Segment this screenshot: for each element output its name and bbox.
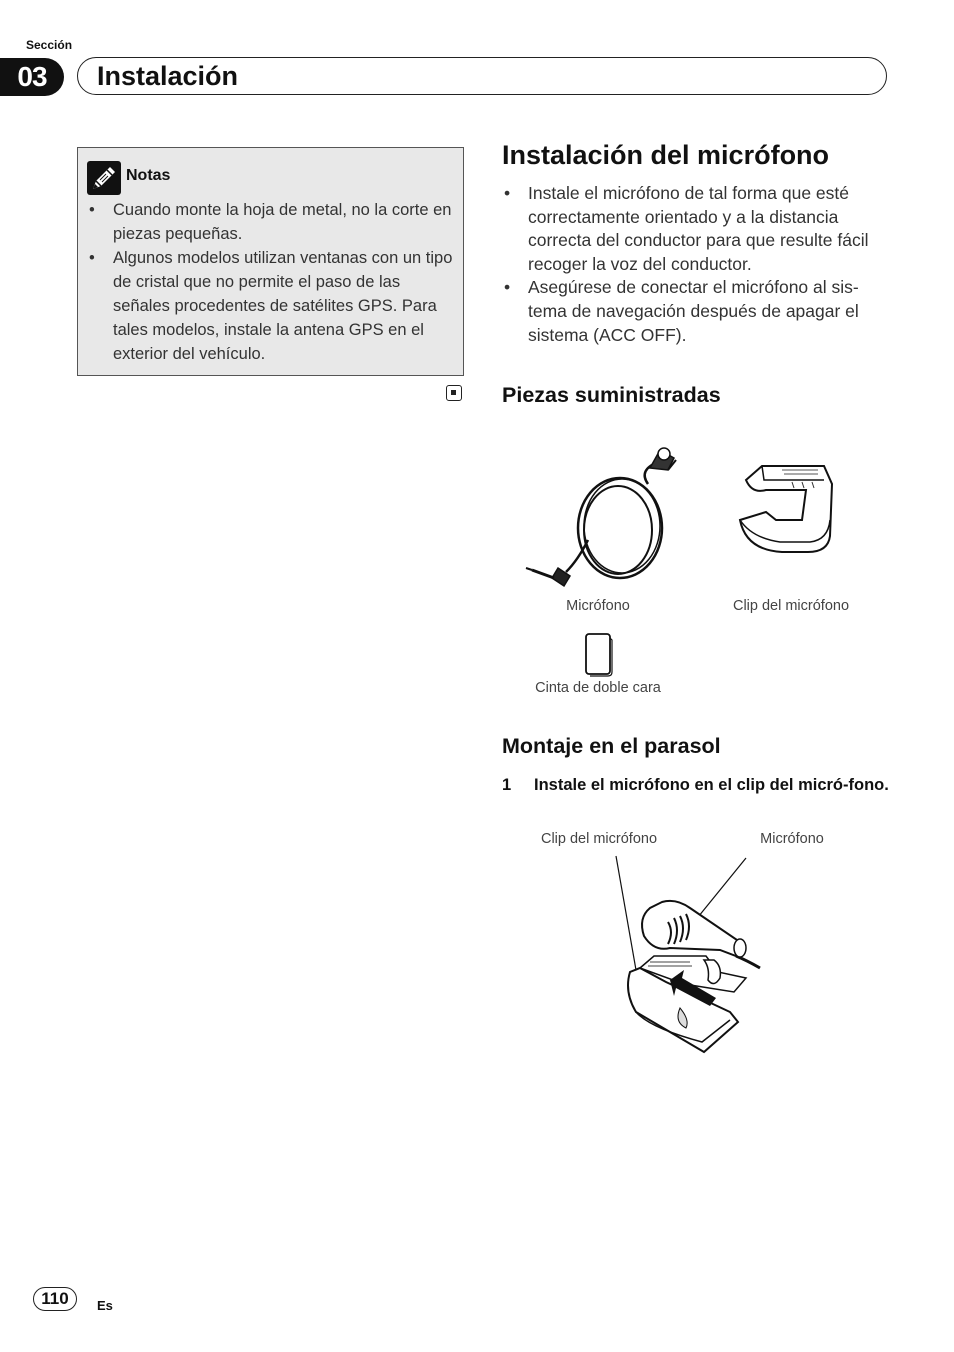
notes-item: • Algunos modelos utilizan ventanas con un tipo de cristal que no permite el paso de las señales procedentes de satélites GPS. Para tales modelos, instale la antena GPS en el exterior del vehículo.	[88, 246, 458, 366]
main-bullet: • Instale el micrófono de tal forma que esté correctamente orientado y a la distancia correcta del conductor para que resulte fácil recoger la voz del conductor.	[502, 182, 887, 276]
notes-list	[88, 198, 458, 366]
notes-title: Notas	[126, 167, 171, 184]
mic-clip-illustration	[732, 460, 852, 560]
pencil-note-icon	[87, 161, 121, 195]
label-mic-clip: Clip del micrófono	[540, 831, 658, 847]
page-number: 110	[33, 1287, 77, 1311]
section-label: Sección	[26, 38, 73, 52]
step-1	[502, 773, 892, 797]
notes-item: • Cuando monte la hoja de metal, no la corte en piezas pequeñas.	[88, 198, 458, 246]
label-microphone: Micrófono	[760, 831, 824, 847]
section-number-badge: 03	[0, 58, 64, 96]
step-text: Instale el micrófono en el clip del micró-fono.	[534, 776, 889, 794]
step-number: 1	[502, 776, 512, 794]
section-title: Instalación	[97, 61, 239, 91]
mounting-heading: Montaje en el parasol	[502, 734, 721, 758]
caption-tape: Cinta de doble cara	[535, 680, 661, 696]
end-of-section-icon	[446, 385, 462, 401]
main-heading: Instalación del micrófono	[502, 140, 830, 170]
language-code: Es	[97, 1298, 113, 1313]
parts-heading: Piezas suministradas	[502, 383, 721, 407]
main-bullet-list	[502, 182, 887, 347]
main-bullet: • Asegúrese de conectar el micrófono al sis-tema de navegación después de apagar el sistema (ACC OFF).	[502, 276, 887, 347]
mounting-illustration	[610, 852, 780, 1062]
caption-microphone: Micrófono	[566, 598, 630, 614]
double-sided-tape-illustration	[584, 632, 614, 676]
microphone-illustration	[518, 440, 688, 600]
caption-mic-clip: Clip del micrófono	[732, 598, 850, 614]
